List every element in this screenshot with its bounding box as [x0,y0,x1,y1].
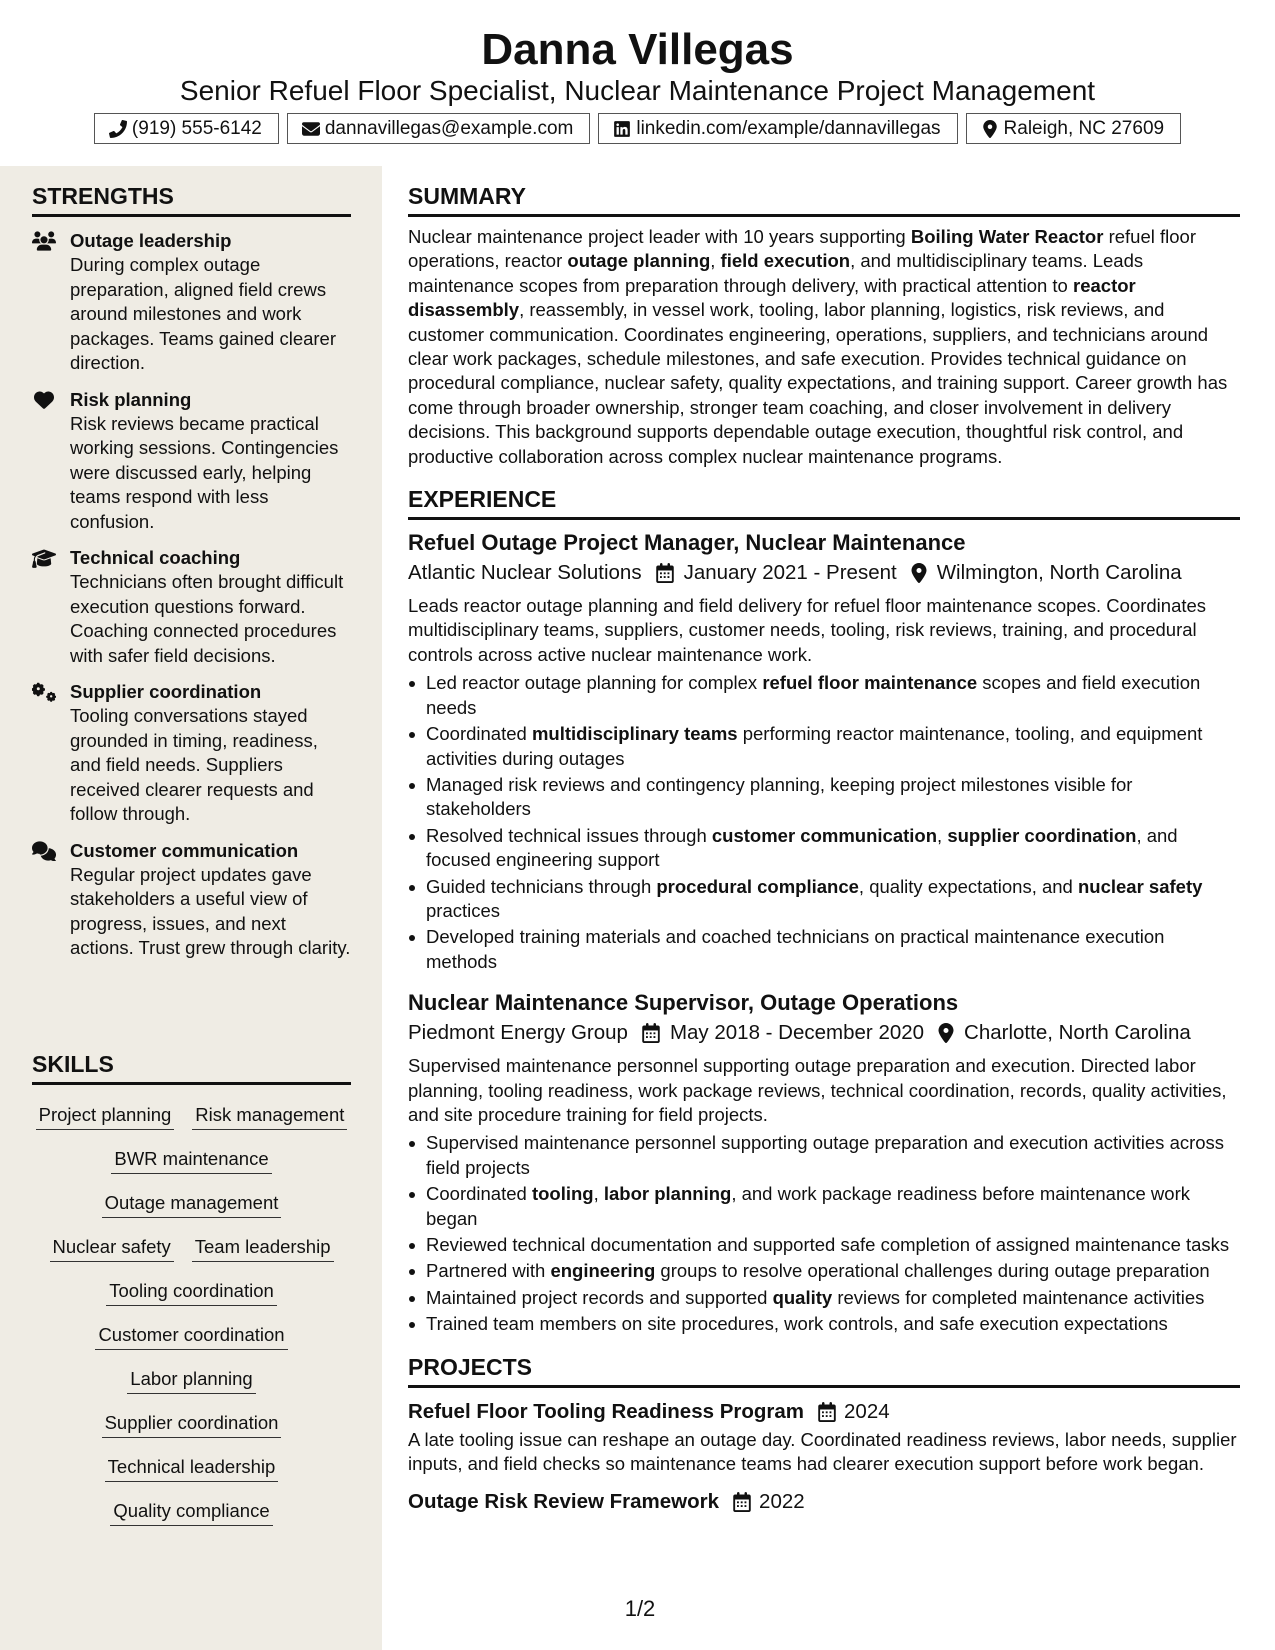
users-icon [32,231,56,251]
skills-heading: SKILLS [32,1050,351,1085]
job-bullet: Led reactor outage planning for complex refuel floor maintenance scopes and field execution needs [408,671,1240,720]
job-bullet: Coordinated tooling, labor planning, and work package readiness before maintenance work began [408,1182,1240,1231]
main-column [408,166,1240,1516]
job-company: Piedmont Energy Group [408,1021,628,1045]
job-entry [408,988,1240,1336]
skill-row [32,1323,351,1350]
skill-tag: Quality compliance [110,1499,272,1526]
strength-item [32,388,351,535]
strength-title: Outage leadership [70,230,232,251]
summary-section [408,182,1240,469]
job-entry [408,528,1240,974]
strength-text: Risk reviews became practical working sessions. Contingencies were discussed early, helping teams respond with less confusion. [70,412,339,532]
skill-row [32,1191,351,1218]
contact-phone-text: (919) 555-6142 [131,117,262,139]
skill-row [32,1367,351,1394]
experience-section [408,485,1240,1337]
phone-icon [109,120,127,138]
strength-text: Tooling conversations stayed grounded in timing, readiness, and field needs. Suppliers received clearer requests and follow through. [70,705,318,824]
strength-text: Regular project updates gave stakeholders a useful view of progress, issues, and next actions. Trust grew through clarity. [70,863,351,958]
comments-icon [32,841,56,861]
skill-tag: Project planning [36,1103,175,1130]
map-pin-icon [897,563,937,583]
project-entry [408,1488,1240,1516]
job-bullet: Maintained project records and supported quality reviews for completed maintenance activities [408,1286,1240,1310]
calendar-icon [804,1402,844,1422]
page-number: 1/2 [624,1596,656,1621]
strength-item [32,680,351,827]
skill-tag: Technical leadership [105,1455,279,1482]
skill-row [32,1411,351,1438]
experience-heading: EXPERIENCE [408,485,1240,520]
skill-tag: Customer coordination [95,1323,287,1350]
linkedin-icon [613,120,631,138]
map-pin-icon [981,120,999,138]
skill-tag: BWR maintenance [111,1147,271,1174]
skill-row [32,1147,351,1174]
job-description: Supervised maintenance personnel supporting outage preparation and execution. Directed labor planning, tooling readiness, work package reviews, technical coordination, records, quality activities, and site procedure training for field projects. [408,1055,1227,1125]
project-name: Refuel Floor Tooling Readiness Program [408,1399,805,1423]
graduation-cap-icon [32,548,56,568]
contact-bar [0,113,1275,144]
job-bullet: Reviewed technical documentation and supported safe completion of assigned maintenance tasks [408,1233,1240,1257]
calendar-icon [719,1492,759,1512]
candidate-title: Senior Refuel Floor Specialist, Nuclear Maintenance Project Management [179,75,1096,106]
skill-row [32,1103,351,1130]
skill-row [32,1455,351,1482]
contact-email[interactable] [287,113,590,144]
job-bullet: Partnered with engineering groups to resolve operational challenges during outage preparation [408,1259,1240,1283]
skill-tag: Team leadership [192,1235,334,1262]
strength-title: Technical coaching [70,547,241,568]
job-meta [408,1018,1240,1048]
contact-linkedin[interactable] [598,113,957,144]
strength-title: Supplier coordination [70,681,262,702]
contact-phone[interactable] [94,113,279,144]
project-header [408,1488,1240,1516]
contact-email-text: dannavillegas@example.com [324,117,574,139]
job-dates: January 2021 - Present [683,561,897,585]
skill-tag: Labor planning [127,1367,255,1394]
candidate-name: Danna Villegas [481,25,794,74]
summary-text: Nuclear maintenance project leader with 10 years supporting Boiling Water Reactor refuel floor operations, reactor outage planning, field execution, and multidisciplinary teams. Leads maintenance scopes from preparation through delivery, with practical attention to reactor disassembly, reassembly, in vessel work, tooling, labor planning, logistics, risk reviews, and customer communication. Coordinates engineering, operations, suppliers, and technicians around clear work packages, schedule milestones, and safe execution. Provides technical guidance on procedural compliance, nuclear safety, quality expectations, and training support. Career growth has come through broader ownership, stronger team coaching, and closer involvement in delivery decisions. This background supports dependable outage execution, thoughtful risk control, and productive collaboration across complex nuclear maintenance programs. [408,226,1228,467]
skills-list [32,1103,351,1526]
gears-icon [32,682,56,702]
heart-icon [32,390,56,410]
resume-header [0,0,1275,166]
job-title: Refuel Outage Project Manager, Nuclear Maintenance [408,530,966,556]
job-bullet: Trained team members on site procedures, work controls, and safe execution expectations [408,1312,1240,1336]
job-bullet: Resolved technical issues through customer communication, supplier coordination, and focused engineering support [408,824,1240,873]
project-entry [408,1398,1240,1477]
job-location: Charlotte, North Carolina [964,1021,1191,1045]
project-description: A late tooling issue can reshape an outage day. Coordinated readiness reviews, labor needs, supplier inputs, and field checks so maintenance teams had clearer execution support before work began. [408,1428,1237,1475]
contact-location [966,113,1182,144]
project-year: 2024 [844,1399,890,1423]
envelope-icon [302,120,320,138]
skill-row [32,1235,351,1262]
skill-tag: Risk management [192,1103,347,1130]
projects-heading: PROJECTS [408,1353,1240,1388]
contact-linkedin-text: linkedin.com/example/dannavillegas [636,117,941,139]
skills-section [32,1050,351,1543]
job-bullet: Developed training materials and coached technicians on practical maintenance execution methods [408,925,1240,974]
skill-row [32,1279,351,1306]
strength-text: Technicians often brought difficult execution questions forward. Coaching connected procedures with safer field decisions. [70,571,344,666]
job-bullets [408,1131,1240,1336]
strengths-heading: STRENGTHS [32,182,351,217]
job-meta [408,558,1240,588]
project-name: Outage Risk Review Framework [408,1490,720,1514]
strength-item [32,546,351,668]
job-bullets [408,671,1240,974]
skill-tag: Nuclear safety [50,1235,174,1262]
sidebar [0,166,382,1650]
contact-location-text: Raleigh, NC 27609 [1003,117,1165,139]
skill-tag: Outage management [102,1191,282,1218]
skill-tag: Tooling coordination [106,1279,277,1306]
map-pin-icon [924,1023,964,1043]
projects-section [408,1353,1240,1517]
job-bullet: Coordinated multidisciplinary teams performing reactor maintenance, tooling, and equipment activities during outages [408,722,1240,771]
job-bullet: Supervised maintenance personnel supporting outage preparation and execution activities across field projects [408,1131,1240,1180]
calendar-icon [628,1023,670,1043]
strength-item [32,839,351,961]
strength-text: During complex outage preparation, aligned field crews around milestones and work packages. Teams gained clearer direction. [70,254,337,373]
job-company: Atlantic Nuclear Solutions [408,561,642,585]
strength-title: Risk planning [70,388,192,410]
skill-row [32,1499,351,1526]
job-bullet: Managed risk reviews and contingency planning, keeping project milestones visible for stakeholders [408,773,1240,822]
calendar-icon [642,563,684,583]
job-dates: May 2018 - December 2020 [669,1021,925,1045]
strength-item [32,229,351,376]
job-location: Wilmington, North Carolina [936,561,1182,585]
project-year: 2022 [759,1490,805,1514]
job-title: Nuclear Maintenance Supervisor, Outage Operations [408,990,959,1016]
summary-heading: SUMMARY [408,182,1240,217]
job-description: Leads reactor outage planning and field delivery for refuel floor maintenance scopes. Coordinates multidisciplinary teams, suppliers, customer needs, tooling, risk reviews, training, and procedural controls across active nuclear maintenance work. [408,595,1207,665]
skill-tag: Supplier coordination [102,1411,282,1438]
project-header [408,1398,1240,1426]
job-bullet: Guided technicians through procedural compliance, quality expectations, and nuclear safety practices [408,875,1240,924]
strengths-section [32,182,351,961]
strength-title: Customer communication [70,839,299,861]
